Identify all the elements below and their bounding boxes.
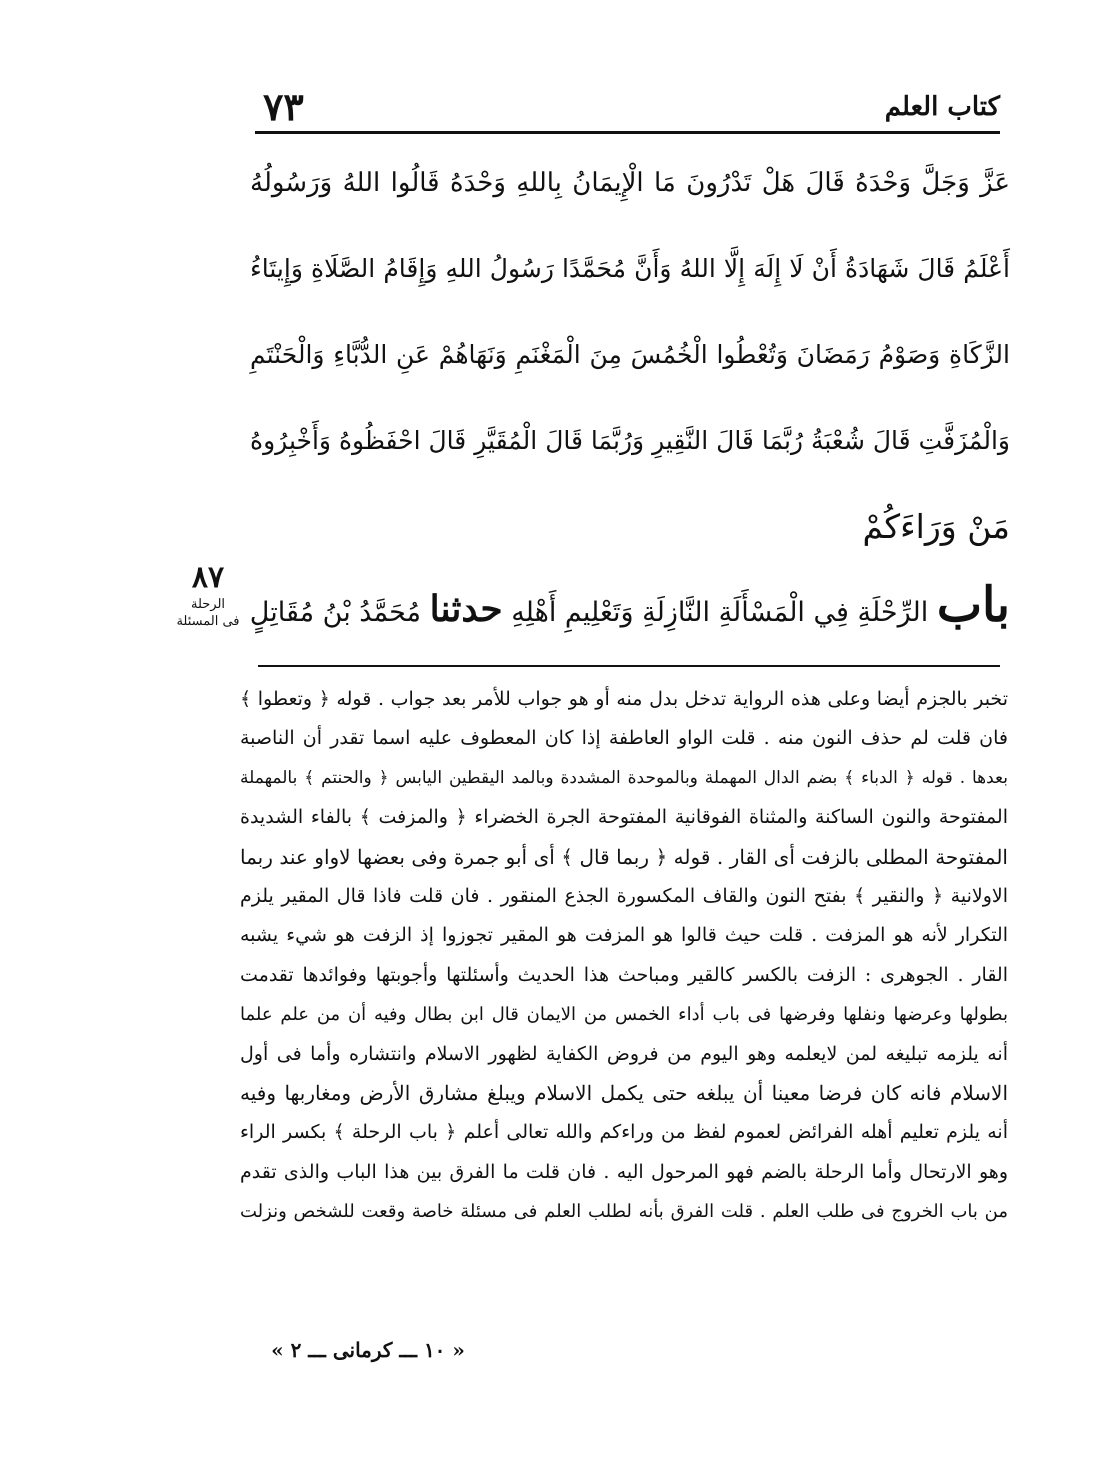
haddathana-marker: حدثنا bbox=[429, 588, 503, 630]
commentary-line: أنه يلزمه تبليغه لمن لايعلمه وهو اليوم من فروض الكفاية لظهور الاسلام وانتشاره وأما فى أول bbox=[240, 1042, 1008, 1065]
commentary-line: بعدها . قوله ﴿ الدباء ﴾ بضم الدال المهملة وبالموحدة المشددة وبالمد اليقطين اليابس ﴿ والحنتم ﴾ بالمهملة bbox=[240, 767, 1008, 788]
hadith-line: مَنْ وَرَاءَكُمْ bbox=[862, 507, 1010, 546]
header-rule bbox=[255, 131, 1000, 134]
page-number: ٧٣ bbox=[263, 84, 304, 129]
hadith-text bbox=[250, 140, 1010, 570]
margin-label: فى المسئلة bbox=[176, 614, 240, 629]
commentary-line: أنه يلزم تعليم أهله الفرائض لعموم لفظ من وراءكم والله تعالى أعلم ﴿ باب الرحلة ﴾ بكسر الراء bbox=[240, 1121, 1008, 1144]
commentary-line: المفتوحة والنون الساكنة والمثناة الفوقانية المفتوحة الجرة الخضراء ﴿ والمزفت ﴾ بالفاء الشديدة bbox=[240, 806, 1008, 829]
running-title: كتاب العلم bbox=[884, 92, 1000, 122]
margin-label: الرحلة bbox=[190, 597, 226, 612]
hadith-line: أَعْلَمُ قَالَ شَهَادَةُ أَنْ لَا إِلَهَ إِلَّا اللهُ وَأَنَّ مُحَمَّدًا رَسُولُ اللهِ وَإِقَامُ الصَّلَاةِ وَإِيتَاءُ bbox=[250, 254, 1010, 283]
chapter-word: باب bbox=[936, 577, 1010, 633]
commentary-line: من باب الخروج فى طلب العلم . قلت الفرق بأنه لطلب العلم فى مسئلة خاصة وقعت للشخص ونزلت bbox=[240, 1201, 1008, 1223]
commentary-line: تخبر بالجزم أيضا وعلى هذه الرواية تدخل بدل منه أو هو جواب للأمر بعد جواب . قوله ﴿ وتعطوا ﴾ bbox=[240, 688, 1008, 710]
hadith-line: الزَّكَاةِ وَصَوْمُ رَمَضَانَ وَتُعْطُوا الْخُمُسَ مِنَ الْمَغْنَمِ وَنَهَاهُمْ عَنِ الدُّبَّاءِ وَالْحَنْتَمِ bbox=[250, 340, 1010, 369]
commentary-line: فان قلت لم حذف النون منه . قلت الواو العاطفة إذا كان المعطوف عليه اسما تقدر أن الناصبة bbox=[240, 727, 1008, 750]
commentary-line: الاولانية ﴿ والنقير ﴾ بفتح النون والقاف المكسورة الجذع المنقور . فان قلت فاذا قال المقير يلزم bbox=[240, 884, 1008, 907]
commentary-line: التكرار لأنه هو المزفت . قلت حيث قالوا هو المزفت هو المقير تجوزوا إذ الزفت هو شيء يشبه bbox=[240, 924, 1008, 947]
commentary-text bbox=[240, 680, 1008, 1231]
chapter-title: الرِّحْلَةِ فِي الْمَسْأَلَةِ النَّازِلَةِ وَتَعْلِيمِ أَهْلِهِ bbox=[511, 597, 929, 628]
hadith-line: وَالْمُزَفَّتِ قَالَ شُعْبَةُ رُبَّمَا قَالَ النَّقِيرِ وَرُبَّمَا قَالَ الْمُقَيَّرِ قَالَ احْفَظُوهُ وَأَخْبِرُوهُ bbox=[250, 426, 1010, 455]
page-header bbox=[255, 84, 1000, 132]
chapter-number: ٨٧ bbox=[191, 560, 225, 595]
margin-note bbox=[168, 560, 248, 630]
narrator-name: مُحَمَّدُ بْنُ مُقَاتِلٍ bbox=[249, 597, 421, 628]
commentary-line: المفتوحة المطلى بالزفت أى القار . قوله ﴿ ربما قال ﴾ أى أبو جمرة وفى بعضها لاواو عند ربما bbox=[240, 844, 1008, 869]
hadith-line: عَزَّ وَجَلَّ وَحْدَهُ قَالَ هَلْ تَدْرُونَ مَا الْإِيمَانُ بِاللهِ وَحْدَهُ قَالُوا اللهُ وَرَسُولُهُ bbox=[250, 168, 1010, 198]
commentary-line: بطولها وعرضها ونفلها وفرضها فى باب أداء الخمس من الايمان قال ابن بطال وفيه أن من علم علما bbox=[240, 1004, 1008, 1026]
commentary-line: الاسلام فانه كان فرضا معينا أن يبلغه حتى يكمل الاسلام ويبلغ مشارق الأرض ومغاربها وفيه bbox=[240, 1080, 1008, 1105]
section-rule bbox=[258, 665, 1000, 667]
chapter-heading bbox=[250, 560, 1010, 650]
commentary-line: وهو الارتحال وأما الرحلة بالضم فهو المرحول اليه . فان قلت ما الفرق بين هذا الباب والذى تقدم bbox=[240, 1160, 1008, 1183]
printer-signature: « ١٠ ـــ كرمانى ـــ ٢ » bbox=[271, 1338, 465, 1362]
commentary-line: القار . الجوهرى : الزفت بالكسر كالقير ومباحث هذا الحديث وأسئلتها وأجوبتها وفوائدها تقدمت bbox=[240, 963, 1008, 986]
